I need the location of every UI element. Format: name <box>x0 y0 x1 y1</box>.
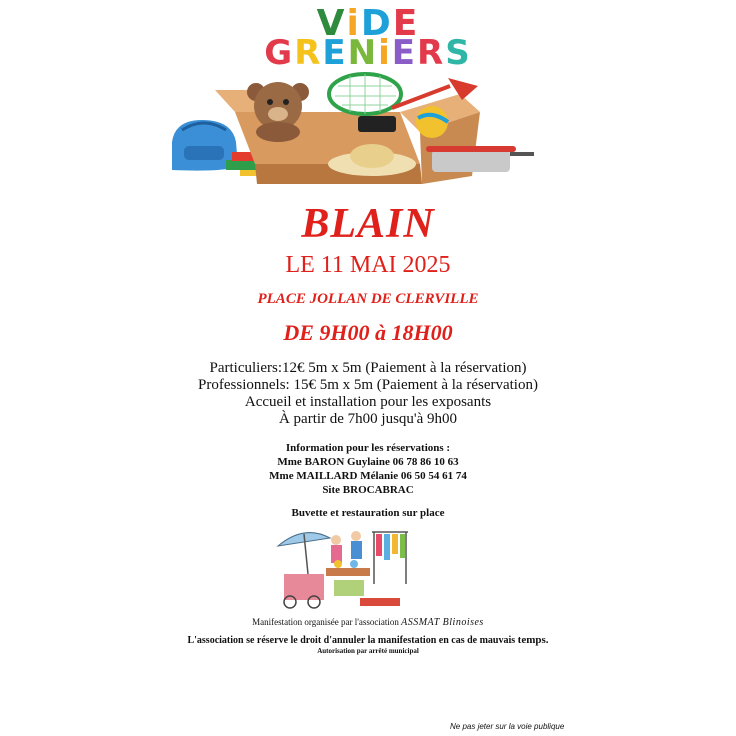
title-letter: N <box>347 33 379 73</box>
contact-baron: Mme BARON Guylaine 06 78 86 10 63 <box>277 456 459 468</box>
parasol-icon <box>278 533 330 574</box>
reservation-info <box>0 441 736 497</box>
market-table-icon <box>284 560 370 600</box>
title-letter: E <box>391 33 417 73</box>
title-letter: E <box>392 3 420 44</box>
city-name: BLAIN <box>301 201 435 247</box>
event-place: PLACE JOLLAN DE CLERVILLE <box>257 291 479 307</box>
vendor-figures-icon <box>331 531 362 563</box>
organizer-prefix: Manifestation organisée par l'association <box>252 617 399 627</box>
title-letter: E <box>322 33 348 73</box>
authorization-note: Autorisation par arrêté municipal <box>317 647 419 655</box>
title-letter: i <box>346 3 361 44</box>
contact-maillard: Mme MAILLARD Mélanie 06 50 54 61 74 <box>269 470 467 482</box>
tennis-racket-icon <box>329 74 401 114</box>
teddy-bear-icon <box>247 82 309 142</box>
reservation-heading: Information pour les réservations : <box>285 442 451 454</box>
clothes-rack-icon <box>372 532 408 584</box>
pricing-info <box>0 360 736 428</box>
cancellation-text: L'association se réserve le droit d'annuler la manifestation en cas de mauvais <box>187 635 516 646</box>
camera-icon <box>358 116 396 132</box>
title-letter: R <box>294 33 323 73</box>
title-line-2 <box>0 33 736 73</box>
title-letter: D <box>360 3 393 44</box>
title-letter: i <box>378 33 392 73</box>
title-letter: V <box>316 3 347 44</box>
cancellation-last-word: temps. <box>517 634 549 646</box>
pricing-line-professionals: Professionnels: 15€ 5m x 5m (Paiement à la réservation) <box>198 377 538 393</box>
association-name: ASSMAT Blinoises <box>401 617 484 628</box>
junk-box-illustration <box>160 72 550 190</box>
setup-info-line: Accueil et installation pour les exposants <box>244 394 492 410</box>
ball-icon <box>416 106 448 138</box>
title-letter: G <box>264 33 295 73</box>
refreshments-note: Buvette et restauration sur place <box>291 507 445 519</box>
title-letter: R <box>417 33 446 73</box>
pricing-line-individuals: Particuliers:12€ 5m x 5m (Paiement à la réservation) <box>209 360 527 376</box>
rug-icon <box>360 598 400 606</box>
flea-market-illustration <box>276 524 410 610</box>
setup-time-line: À partir de 7h00 jusqu'à 9h00 <box>278 411 458 427</box>
cancellation-notice <box>0 634 736 646</box>
event-date: LE 11 MAI 2025 <box>285 252 451 278</box>
organizer-line <box>0 617 736 628</box>
contact-site: Site BROCABRAC <box>322 484 414 496</box>
title-letter: S <box>445 33 472 73</box>
event-hours: DE 9H00 à 18H00 <box>283 320 453 345</box>
litter-notice: Ne pas jeter sur la voie publique <box>450 722 565 731</box>
cooking-pot-icon <box>426 146 534 172</box>
